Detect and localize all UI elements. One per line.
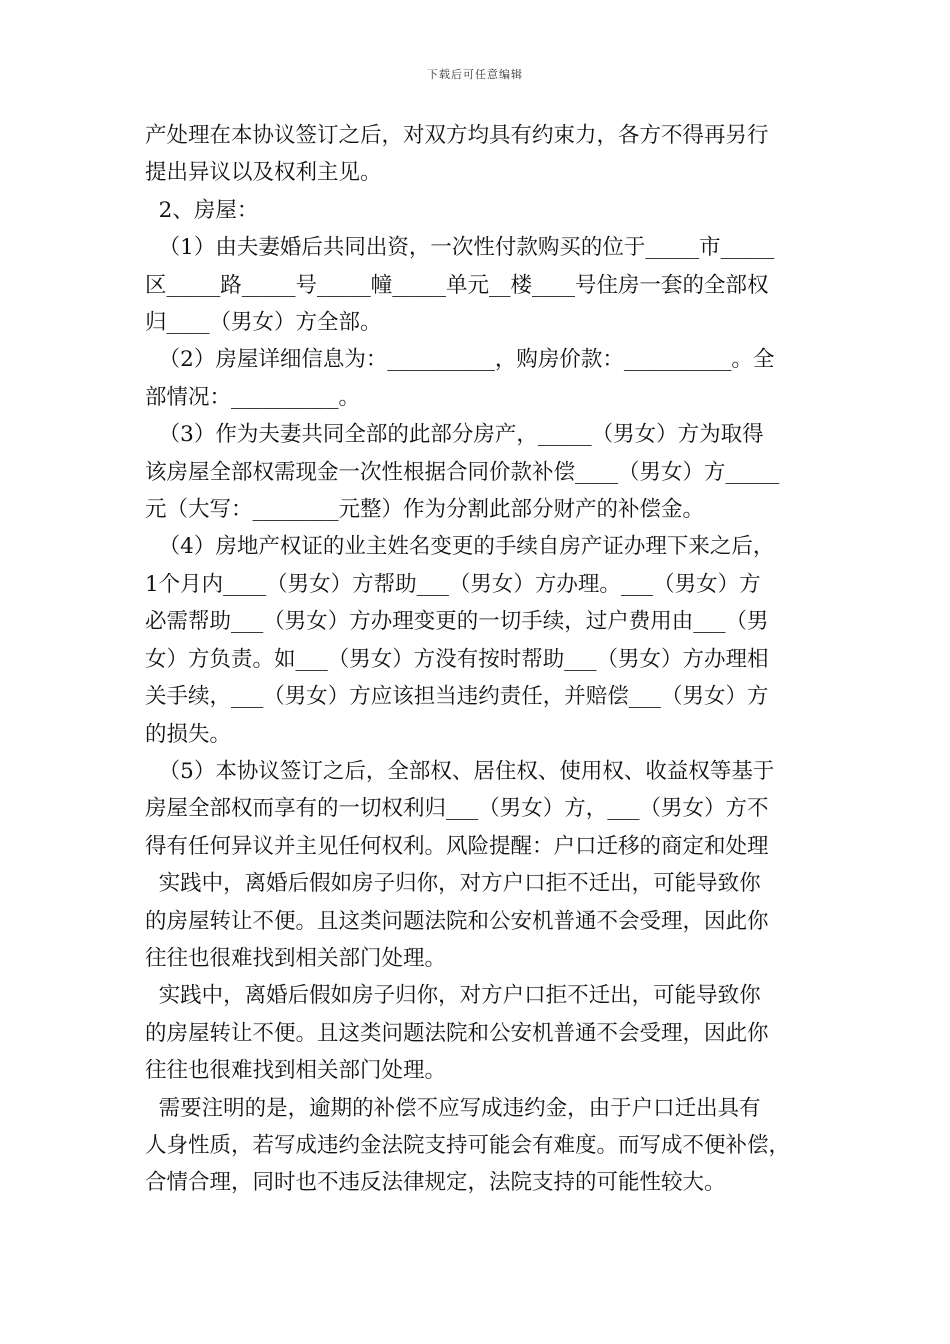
text-line: 需要注明的是，逾期的补偿不应写成违约金，由于户口迁出具有 bbox=[145, 1095, 761, 1121]
text-line: （1）由夫妻婚后共同出资，一次性付款购买的位于_____市_____ bbox=[145, 235, 775, 261]
section-heading: 2、房屋： bbox=[145, 197, 259, 223]
text-line: 往往也很难找到相关部门处理。 bbox=[145, 945, 447, 971]
text-line: （4）房地产权证的业主姓名变更的手续自房产证办理下来之后， bbox=[145, 534, 775, 560]
text-line: 提出异议以及权利主见。 bbox=[145, 160, 382, 186]
text-line: 必需帮助___（男女）方办理变更的一切手续，过户费用由___（男 bbox=[145, 609, 769, 635]
text-line: 合情合理，同时也不违反法律规定，法院支持的可能性较大。 bbox=[145, 1170, 726, 1196]
page-header: 下载后可任意编辑 bbox=[427, 68, 523, 81]
document-body bbox=[145, 117, 813, 1202]
text-line: 归____（男女）方全部。 bbox=[145, 310, 382, 336]
text-line: 得有任何异议并主见任何权利。风险提醒：户口迁移的商定和处理 bbox=[145, 833, 769, 859]
text-line: 女）方负责。如___（男女）方没有按时帮助___（男女）方办理相 bbox=[145, 646, 769, 672]
text-line: 的损失。 bbox=[145, 721, 232, 747]
text-line: 房屋全部权而享有的一切权利归___（男女）方，___（男女）方不 bbox=[145, 796, 769, 822]
text-line: 的房屋转让不便。且这类问题法院和公安机普通不会受理，因此你 bbox=[145, 1020, 769, 1046]
text-line: 1个月内____（男女）方帮助___（男女）方办理。___（男女）方 bbox=[145, 571, 761, 597]
text-line: 实践中，离婚后假如房子归你，对方户口拒不迁出，可能导致你 bbox=[145, 983, 761, 1009]
text-line: 关手续，___（男女）方应该担当违约责任，并赔偿___（男女）方 bbox=[145, 684, 769, 710]
text-line: 该房屋全部权需现金一次性根据合同价款补偿____（男女）方_____ bbox=[145, 459, 780, 485]
text-line: （2）房屋详细信息为：__________，购房价款：__________。全 bbox=[145, 347, 775, 373]
text-line: 元（大写：________元整）作为分割此部分财产的补偿金。 bbox=[145, 497, 705, 523]
text-line: 的房屋转让不便。且这类问题法院和公安机普通不会受理，因此你 bbox=[145, 908, 769, 934]
text-line: 往往也很难找到相关部门处理。 bbox=[145, 1058, 447, 1084]
text-line: 产处理在本协议签订之后，对双方均具有约束力，各方不得再另行 bbox=[145, 123, 769, 148]
text-line: 人身性质，若写成违约金法院支持可能会有难度。而写成不便补偿， bbox=[145, 1132, 791, 1158]
text-line: 实践中，离婚后假如房子归你，对方户口拒不迁出，可能导致你 bbox=[145, 871, 761, 897]
text-line: 区_____路_____号_____幢_____单元__楼____号住房一套的全部权 bbox=[145, 272, 769, 298]
text-line: （5）本协议签订之后，全部权、居住权、使用权、收益权等基于 bbox=[145, 758, 775, 784]
text-line: 部情况：__________。 bbox=[145, 384, 361, 410]
text-line: （3）作为夫妻共同全部的此部分房产，_____（男女）方为取得 bbox=[145, 422, 764, 448]
